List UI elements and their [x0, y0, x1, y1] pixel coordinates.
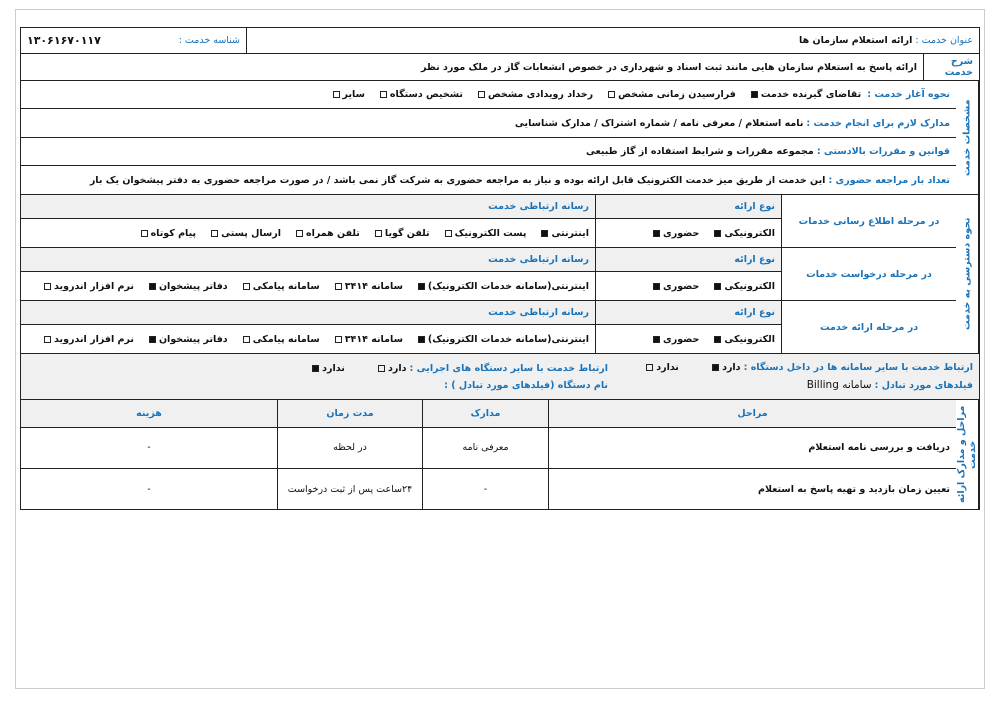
delivery-type-label: الکترونیکی	[724, 227, 775, 239]
access-stage-row	[21, 195, 956, 248]
access-side-label: نحوه دسترسی به خدمت	[956, 195, 979, 353]
header-docs: مدارک	[423, 400, 549, 427]
start-option-label: رخداد رویدادی مشخص	[487, 89, 594, 100]
fields-line	[620, 379, 973, 391]
media-option[interactable]	[208, 228, 281, 239]
media-option-checkbox[interactable]	[375, 230, 382, 237]
delivery-type-label: حضوری	[663, 280, 700, 292]
media-option-label: ارسال پستی	[221, 227, 281, 239]
stage-label: در مرحله اطلاع رسانی خدمات	[798, 215, 940, 227]
media-option-checkbox[interactable]	[418, 336, 425, 343]
media-option-label: دفاتر پیشخوان	[158, 333, 228, 345]
start-label: نحوه آغاز خدمت :	[867, 89, 950, 100]
media-option-checkbox[interactable]	[149, 283, 156, 290]
delivery-type-checkbox[interactable]	[714, 336, 721, 343]
process-row	[21, 427, 956, 469]
start-option[interactable]	[475, 89, 593, 100]
start-option-checkbox[interactable]	[751, 91, 758, 98]
access-stage-row	[21, 248, 956, 301]
docs-row	[21, 109, 956, 138]
visits-row	[21, 166, 956, 194]
specs-section	[20, 81, 980, 195]
media-option-label: تلفن همراه	[306, 227, 360, 239]
external-no-checkbox[interactable]	[312, 365, 319, 372]
internal-yes-checkbox[interactable]	[712, 364, 719, 371]
start-options	[318, 89, 862, 100]
internal-no-label: ندارد	[656, 362, 679, 373]
title-value: ارائه استعلام سازمان ها	[799, 35, 913, 46]
delivery-type-label: حضوری	[663, 333, 700, 345]
start-row	[21, 81, 956, 109]
start-option[interactable]	[330, 89, 365, 100]
media-option[interactable]	[332, 281, 403, 292]
media-option-checkbox[interactable]	[211, 230, 218, 237]
media-option[interactable]	[240, 334, 320, 345]
delivery-type[interactable]	[711, 281, 775, 292]
media-option-label: نرم افزار اندروید	[54, 333, 134, 345]
delivery-type-checkbox[interactable]	[653, 230, 660, 237]
media-option-label: تلفن گویا	[384, 227, 430, 239]
title-label: عنوان خدمت :	[915, 35, 973, 46]
media-option-label: اینترنتی(سامانه خدمات الکترونیک)	[427, 333, 589, 345]
access-stages	[21, 195, 956, 353]
internal-no-checkbox[interactable]	[646, 364, 653, 371]
media-option[interactable]	[146, 281, 228, 292]
process-step: دریافت و بررسی نامه استعلام	[808, 442, 950, 454]
header-time: مدت زمان	[278, 400, 423, 427]
type-header: نوع ارائه	[734, 254, 775, 265]
type-header: نوع ارائه	[734, 307, 775, 318]
media-option[interactable]	[138, 228, 197, 239]
process-docs: -	[483, 483, 488, 495]
media-option[interactable]	[41, 281, 134, 292]
media-option-checkbox[interactable]	[296, 230, 303, 237]
process-cost: -	[147, 483, 151, 495]
media-header: رسانه ارتباطی خدمت	[488, 201, 589, 212]
visits-label: تعداد بار مراجعه حضوری :	[828, 174, 950, 186]
process-docs: معرفی نامه	[462, 442, 509, 454]
service-sheet	[20, 27, 980, 510]
start-option-label: فرارسیدن زمانی مشخص	[618, 89, 736, 100]
delivery-type[interactable]	[650, 228, 699, 239]
media-option-checkbox[interactable]	[335, 283, 342, 290]
media-option-checkbox[interactable]	[44, 336, 51, 343]
start-option[interactable]	[377, 89, 463, 100]
access-section	[20, 195, 980, 354]
id-cell	[21, 28, 246, 53]
process-row	[21, 469, 956, 510]
external-link-label: ارتباط خدمت با سایر دستگاه های اجرایی :	[409, 362, 608, 374]
media-option-label: اینترنتی(سامانه خدمات الکترونیک)	[427, 280, 589, 292]
delivery-type-checkbox[interactable]	[653, 283, 660, 290]
media-option-label: سامانه پیامکی	[252, 280, 320, 292]
docs-value: نامه استعلام / معرفی نامه / شماره اشتراک / مدارک شناسایی	[514, 117, 804, 129]
start-option-checkbox[interactable]	[333, 91, 340, 98]
id-value: ۱۳۰۶۱۶۷۰۱۱۷	[27, 34, 101, 47]
delivery-type[interactable]	[711, 228, 775, 239]
fields-label: فیلدهای مورد تبادل :	[874, 380, 973, 391]
media-option-label: دفاتر پیشخوان	[158, 280, 228, 292]
media-option-checkbox[interactable]	[541, 230, 548, 237]
media-option-checkbox[interactable]	[445, 230, 452, 237]
process-table	[21, 400, 956, 509]
media-option[interactable]	[240, 281, 320, 292]
id-label: شناسه خدمت :	[178, 35, 240, 46]
start-option-label: تشخیص دستگاه	[389, 89, 463, 100]
delivery-type[interactable]	[711, 334, 775, 345]
start-option[interactable]	[605, 89, 736, 100]
description-label: شرح خدمت	[923, 54, 979, 80]
media-option-checkbox[interactable]	[335, 336, 342, 343]
delivery-type-label: الکترونیکی	[724, 333, 775, 345]
media-option[interactable]	[332, 334, 403, 345]
start-option-label: تقاضای گیرنده خدمت	[760, 89, 862, 100]
specs-side-label: مشخصات خدمت	[956, 81, 979, 194]
process-side-label: مراحل و مدارک ارائه خدمت	[956, 400, 979, 509]
process-time: در لحظه	[333, 442, 367, 454]
media-option-checkbox[interactable]	[418, 283, 425, 290]
media-option[interactable]	[146, 334, 228, 345]
header-steps: مراحل	[549, 400, 957, 427]
visits-value: این خدمت از طریق میز خدمت الکترونیک قابل ارائه بوده و نیاز به مراجعه حضوری به شرکت گاز نمی باشد / در صورت مراجعه حضوری به دفتر پیشخوان یک بار	[89, 174, 826, 186]
media-option[interactable]	[442, 228, 527, 239]
media-option-label: سامانه پیامکی	[252, 333, 320, 345]
process-time: ۲۴ساعت پس از ثبت درخواست	[287, 483, 413, 495]
media-option[interactable]	[415, 334, 589, 345]
internal-link-line	[620, 362, 973, 373]
description-row	[20, 54, 980, 81]
laws-label: قوانین و مقررات بالادستی :	[816, 146, 950, 157]
delivery-type-checkbox[interactable]	[714, 283, 721, 290]
delivery-type[interactable]	[650, 281, 699, 292]
start-option[interactable]	[748, 89, 861, 100]
media-option-checkbox[interactable]	[141, 230, 148, 237]
media-header: رسانه ارتباطی خدمت	[488, 307, 589, 318]
delivery-type-checkbox[interactable]	[714, 230, 721, 237]
fields-value: سامانه Billing	[806, 379, 872, 391]
stage-label: در مرحله درخواست خدمات	[806, 268, 932, 280]
header-row	[20, 27, 980, 54]
delivery-type-checkbox[interactable]	[653, 336, 660, 343]
media-option-checkbox[interactable]	[44, 283, 51, 290]
delivery-type-label: الکترونیکی	[724, 280, 775, 292]
media-option-label: نرم افزار اندروید	[54, 280, 134, 292]
media-option-checkbox[interactable]	[149, 336, 156, 343]
media-option-label: پیام کوتاه	[150, 227, 197, 239]
media-option[interactable]	[372, 228, 430, 239]
process-header-row	[21, 400, 956, 427]
media-option[interactable]	[41, 334, 134, 345]
start-option-checkbox[interactable]	[478, 91, 485, 98]
internal-link-label: ارتباط خدمت با سایر سامانه ها در داخل دستگاه :	[743, 362, 973, 373]
type-header: نوع ارائه	[734, 201, 775, 212]
external-yes-checkbox[interactable]	[378, 365, 385, 372]
process-step: تعیین زمان بازدید و تهیه پاسخ به استعلام	[758, 483, 950, 495]
media-option-label: سامانه ۳۴۱۴	[344, 280, 403, 292]
delivery-type-label: حضوری	[663, 227, 700, 239]
access-stage-row	[21, 301, 956, 353]
header-cost: هزینه	[21, 400, 278, 427]
device-line	[27, 380, 608, 391]
media-option-checkbox[interactable]	[243, 283, 250, 290]
media-option-checkbox[interactable]	[243, 336, 250, 343]
external-link-line	[27, 363, 608, 374]
laws-value: مجموعه مقررات و شرایط استفاده از گاز طبیعی	[585, 146, 814, 157]
device-label: نام دستگاه (فیلدهای مورد تبادل ) :	[444, 379, 608, 391]
title-cell	[246, 28, 979, 53]
external-no-label: ندارد	[322, 362, 345, 374]
process-cost: -	[147, 442, 151, 454]
internal-link-block	[614, 354, 979, 399]
internal-yes-label: دارد	[722, 362, 741, 373]
laws-row	[21, 138, 956, 166]
links-section	[20, 354, 980, 400]
external-yes-label: دارد	[388, 362, 407, 374]
delivery-type[interactable]	[650, 334, 699, 345]
description-value: ارائه پاسخ به استعلام سازمان هایی مانند ثبت اسناد و شهرداری در خصوص انشعابات گاز در ملک مورد نظر	[420, 61, 917, 73]
start-option-checkbox[interactable]	[608, 91, 615, 98]
process-body	[21, 427, 956, 509]
external-link-block	[21, 354, 614, 399]
media-option-label: سامانه ۳۴۱۴	[344, 333, 403, 345]
media-header: رسانه ارتباطی خدمت	[488, 254, 589, 265]
stage-label: در مرحله ارائه خدمت	[819, 321, 919, 333]
docs-label: مدارک لازم برای انجام خدمت :	[806, 117, 950, 129]
media-option[interactable]	[293, 228, 360, 239]
start-option-checkbox[interactable]	[380, 91, 387, 98]
media-option-label: پست الکترونیک	[454, 227, 527, 239]
process-section	[20, 400, 980, 510]
start-option-label: سایر	[342, 89, 365, 100]
media-option[interactable]	[415, 281, 589, 292]
media-option-label: اینترنتی	[551, 227, 589, 239]
media-option[interactable]	[538, 228, 589, 239]
